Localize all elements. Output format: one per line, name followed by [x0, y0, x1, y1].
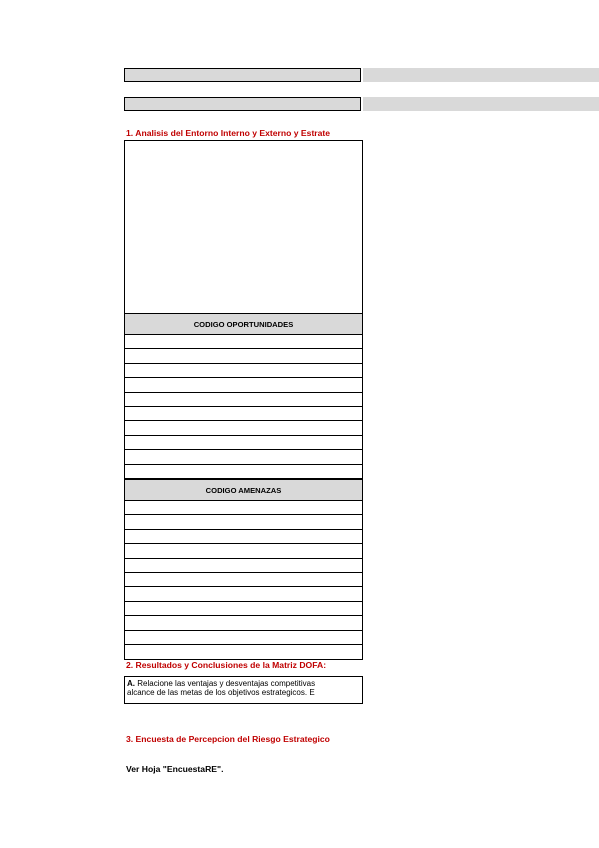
table-row[interactable] [125, 450, 362, 464]
conclusions-text-2: alcance de las metas de los objetivos estrategicos. E [127, 688, 315, 697]
table-row[interactable] [125, 559, 362, 573]
table-row[interactable] [125, 573, 362, 587]
table-row[interactable] [125, 364, 362, 378]
header-field-2[interactable] [124, 97, 361, 111]
table-row[interactable] [125, 436, 362, 450]
table-row[interactable] [125, 587, 362, 601]
amenazas-table [124, 479, 363, 660]
table-row[interactable] [125, 515, 362, 529]
table-row[interactable] [125, 393, 362, 407]
table-row[interactable] [125, 349, 362, 363]
table-row[interactable] [125, 501, 362, 515]
oportunidades-table [124, 313, 363, 494]
header-band-2 [363, 97, 599, 111]
analysis-text-area[interactable] [124, 140, 363, 314]
table-row[interactable] [125, 645, 362, 659]
table-row[interactable] [125, 530, 362, 544]
oportunidades-header: CODIGO OPORTUNIDADES [125, 313, 362, 335]
table-row[interactable] [125, 465, 362, 479]
table-row[interactable] [125, 544, 362, 558]
table-row[interactable] [125, 378, 362, 392]
amenazas-header: CODIGO AMENAZAS [125, 479, 362, 501]
header-field-1[interactable] [124, 68, 361, 82]
section-2-title: 2. Resultados y Conclusiones de la Matriz DOFA: [126, 660, 327, 670]
encuesta-note: Ver Hoja "EncuestaRE". [126, 764, 224, 774]
section-3-title: 3. Encuesta de Percepcion del Riesgo Estrategico [126, 734, 330, 744]
table-row[interactable] [125, 335, 362, 349]
table-row[interactable] [125, 616, 362, 630]
section-1-title: 1. Analisis del Entorno Interno y Externo y Estrate [126, 128, 331, 138]
table-row[interactable] [125, 421, 362, 435]
conclusions-text-1: Relacione las ventajas y desventajas competitivas [137, 679, 316, 688]
table-row[interactable] [125, 407, 362, 421]
conclusions-text-box[interactable] [124, 676, 363, 704]
conclusions-line-1 [127, 679, 362, 688]
table-row[interactable] [125, 602, 362, 616]
header-band-1 [363, 68, 599, 82]
conclusions-prefix: A. [127, 679, 135, 688]
table-row[interactable] [125, 631, 362, 645]
